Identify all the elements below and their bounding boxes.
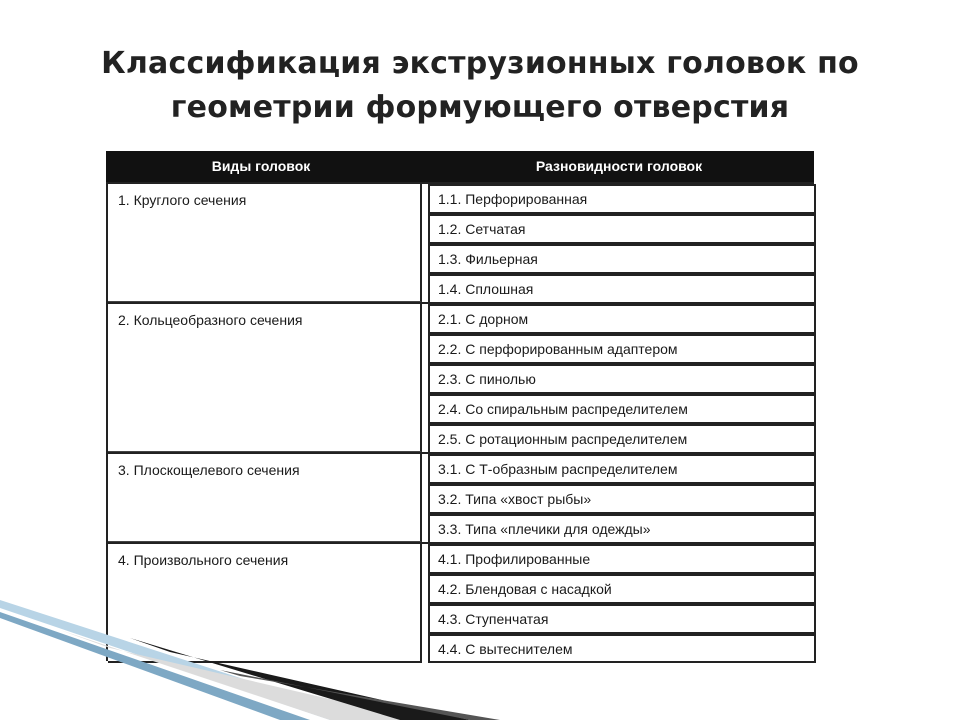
table-group-2: [106, 302, 814, 452]
group-label: 1. Круглого сечения: [108, 184, 422, 302]
table-group-3: [106, 452, 814, 542]
header-head-types: Виды головок: [211, 158, 311, 174]
table-row: 3.3. Типа «плечики для одежды»: [428, 514, 816, 544]
slide-title-line2: геометрии формующего отверстия: [170, 90, 790, 125]
table-row: 4.3. Ступенчатая: [428, 604, 816, 634]
decorative-stripes-icon: [0, 560, 500, 720]
group-label: 4. Произвольного сечения: [108, 544, 422, 663]
table-row: 4.4. С вытеснителем: [428, 634, 816, 663]
group-label: 3. Плоскощелевого сечения: [108, 454, 422, 542]
table-row: 4.2. Блендовая с насадкой: [428, 574, 816, 604]
group-label: 2. Кольцеобразного сечения: [108, 304, 422, 452]
header-head-variants: Разновидности головок: [535, 158, 703, 174]
table-header: [106, 151, 814, 182]
table-row: 2.5. С ротационным распределителем: [428, 424, 816, 454]
table-row: 2.3. С пинолью: [428, 364, 816, 394]
table-row: 4.1. Профилированные: [428, 544, 816, 574]
table-row: 3.2. Типа «хвост рыбы»: [428, 484, 816, 514]
table-row: 1.4. Сплошная: [428, 274, 816, 304]
table-row: 1.1. Перфорированная: [428, 184, 816, 214]
table-row: 3.1. С Т-образным распределителем: [428, 454, 816, 484]
slide-title-line1: Классификация экструзионных головок по: [101, 46, 859, 81]
table-row: 1.3. Фильерная: [428, 244, 816, 274]
table-row: 2.1. С дорном: [428, 304, 816, 334]
table-row: 2.4. Со спиральным распределителем: [428, 394, 816, 424]
slide-title: [40, 42, 920, 130]
table-row: 2.2. С перфорированным адаптером: [428, 334, 816, 364]
table-group-1: [106, 182, 814, 302]
table-row: 1.2. Сетчатая: [428, 214, 816, 244]
